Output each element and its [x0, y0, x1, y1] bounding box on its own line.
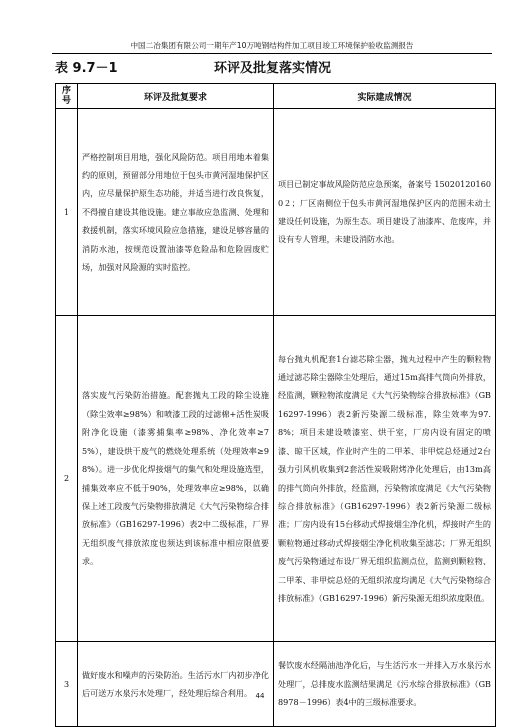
column-header-number-line1: 序: [61, 86, 71, 96]
column-header-actual: 实际建成情况: [274, 84, 496, 109]
requirement-cell: 落实废气污染防治措施。配套抛丸工段的除尘设施（除尘效率≥98%）和喷漆工段的过滤棉+活性炭吸附净化设施（漆雾捕集率≥98%、净化效率≥75%），建设烘干废气的燃烧处理系统（处理效率≥98%）。进一步优化焊接烟气的集气和处理设施选型，捕集效率应不低于90%，处理效率应≥98%，以确保上述工段废气污染物排放满足《大气污染物综合排放标准》（GB16297-1996）表2中二级标准，厂界无组织废气排放浓度也须达到该标准中相应限值要求。: [78, 316, 274, 642]
column-header-requirement: 环评及批复要求: [78, 84, 274, 109]
column-header-number-line2: 号: [61, 96, 71, 106]
column-header-number: [56, 84, 78, 109]
actual-cell: 餐饮废水经隔油池净化后，与生活污水一并排入万水泉污水处理厂，总排废水监测结果满足《污水综合排放标准》（GB8978－1996）表4中的三级标准要求。: [274, 642, 496, 727]
requirement-cell: 严格控制项目用地，强化风险防范。项目用地本着集约的原则，预留部分用地位于包头市黄河湿地保护区内，应尽量保护原生态功能，并适当进行改良恢复，不得擅自建设其他设施。建立事故应急监测、处理和救援机制，落实环境风险应急措施，建设足够容量的消防水池，按规范设置油漆等危险品和危险固废贮场，加强对风险源的实时监控。: [78, 109, 274, 316]
actual-cell: 项目已制定事故风险防范应急预案，备案号 150201201600２；厂区南侧位于包头市黄河湿地保护区内的范围未动土建设任何设施，为原生态。项目建设了油漆库、危废库，并设有专人管理，未建设消防水池。: [274, 109, 496, 316]
table-number: 表 9.7－1: [55, 61, 118, 76]
table-header-row: [56, 84, 496, 109]
requirement-cell: 做好废水和噪声的污染防治。生活污水厂内初步净化后可送万水泉污水处理厂，经处理后综合利用。: [78, 642, 274, 727]
row-number: 3: [56, 642, 78, 727]
table-title: 环评及批复落实情况: [214, 61, 332, 76]
row-number: 2: [56, 316, 78, 642]
table-row: [56, 642, 496, 727]
row-number: 1: [56, 109, 78, 316]
table-row: [56, 109, 496, 316]
table-row: [56, 316, 496, 642]
actual-cell: 每台抛丸机配套1台滤芯除尘器，抛丸过程中产生的颗粒物通过滤芯除尘器除尘处理后，通过15m高排气筒向外排放，经监测，颗粒物浓度满足《大气污染物综合排放标准》（GB16297-1996）表2新污染源二级标准，除尘效率为97.8%；项目未建设喷漆室、烘干室，厂房内设有固定的喷漆、晾干区域，作业时产生的二甲苯、非甲烷总烃通过2台强力引风机收集到2套活性炭吸附烤净化处理后，由13m高的排气筒向外排放，经监测，污染物浓度满足《大气污染物综合排放标准》（GB16297-1996）表2新污染源二级标准；厂房内设有15台移动式焊接烟尘净化机，焊接时产生的颗粒物通过移动式焊接烟尘净化机收集至滤芯；厂界无组织废气污染物通过布设厂界无组织监测点位，监测到颗粒物、二甲苯、非甲烷总烃的无组织浓度均满足《大气污染物综合排放标准》（GB16297-1996）新污染源无组织浓度限值。: [274, 316, 496, 642]
compliance-table: [55, 83, 496, 727]
running-header: 中国二冶集团有限公司一期年产10万吨钢结构件加工项目竣工环境保护验收监测报告: [52, 40, 492, 54]
page-number: 44: [255, 692, 265, 700]
